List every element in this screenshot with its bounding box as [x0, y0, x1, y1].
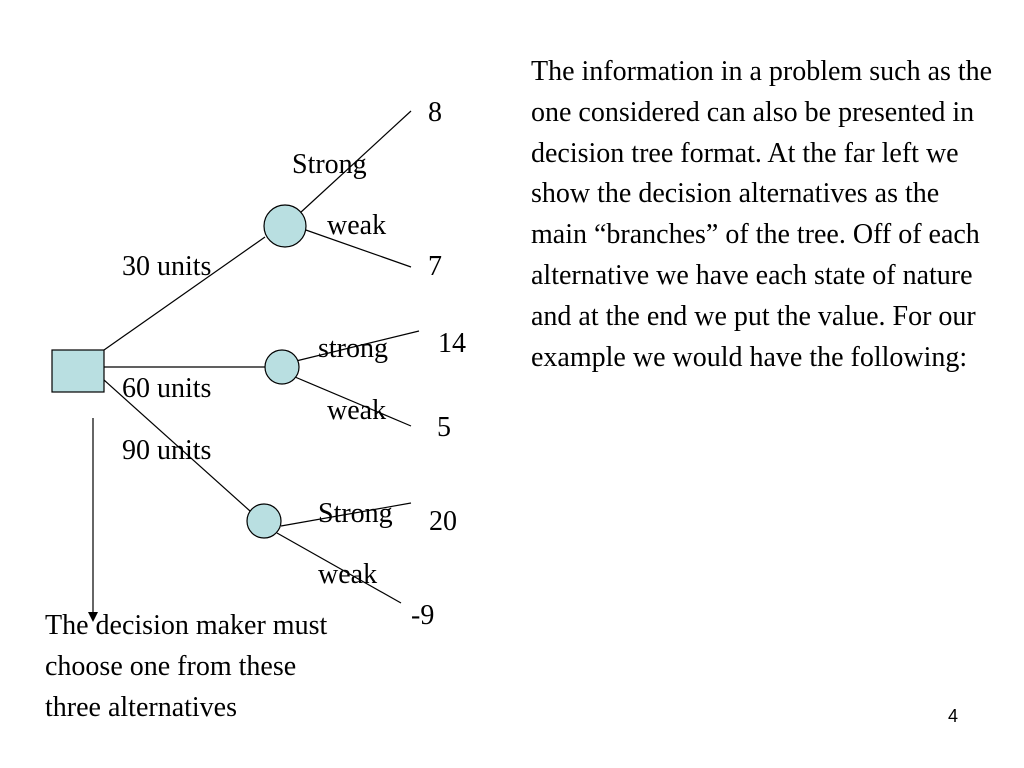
payoff-60-strong: 14 [438, 328, 466, 359]
alternative-label-30-units: 30 units [122, 251, 212, 282]
decision-node [52, 350, 104, 392]
state-label-60-weak: weak [327, 395, 387, 426]
chance-node-60-units [265, 350, 299, 384]
chance-node-30-units [264, 205, 306, 247]
chance-node-90-units [247, 504, 281, 538]
page-number: 4 [948, 706, 959, 726]
decision-maker-note: The decision maker must choose one from these three alternatives [45, 610, 328, 723]
payoff-30-weak: 7 [428, 251, 442, 282]
description-text: The information in a problem such as the one considered can also be presented in decision tree format. At the far left we show the decision alternatives as the main “branches” of the tree. Off of each alternative we have each state of nature and at the end we put the value. For our example we would have the following: [531, 56, 993, 373]
state-label-30-weak: weak [327, 210, 387, 241]
payoff-90-strong: 20 [429, 506, 457, 537]
state-label-90-strong: Strong [318, 498, 393, 529]
payoff-30-strong: 8 [428, 97, 442, 128]
state-label-30-strong: Strong [292, 149, 367, 180]
payoff-60-weak: 5 [437, 412, 451, 443]
state-label-60-strong: strong [318, 333, 388, 364]
alternative-label-90-units: 90 units [122, 435, 212, 466]
payoff-90-weak: -9 [411, 600, 435, 631]
state-label-90-weak: weak [318, 559, 378, 590]
alternative-label-60-units: 60 units [122, 373, 212, 404]
